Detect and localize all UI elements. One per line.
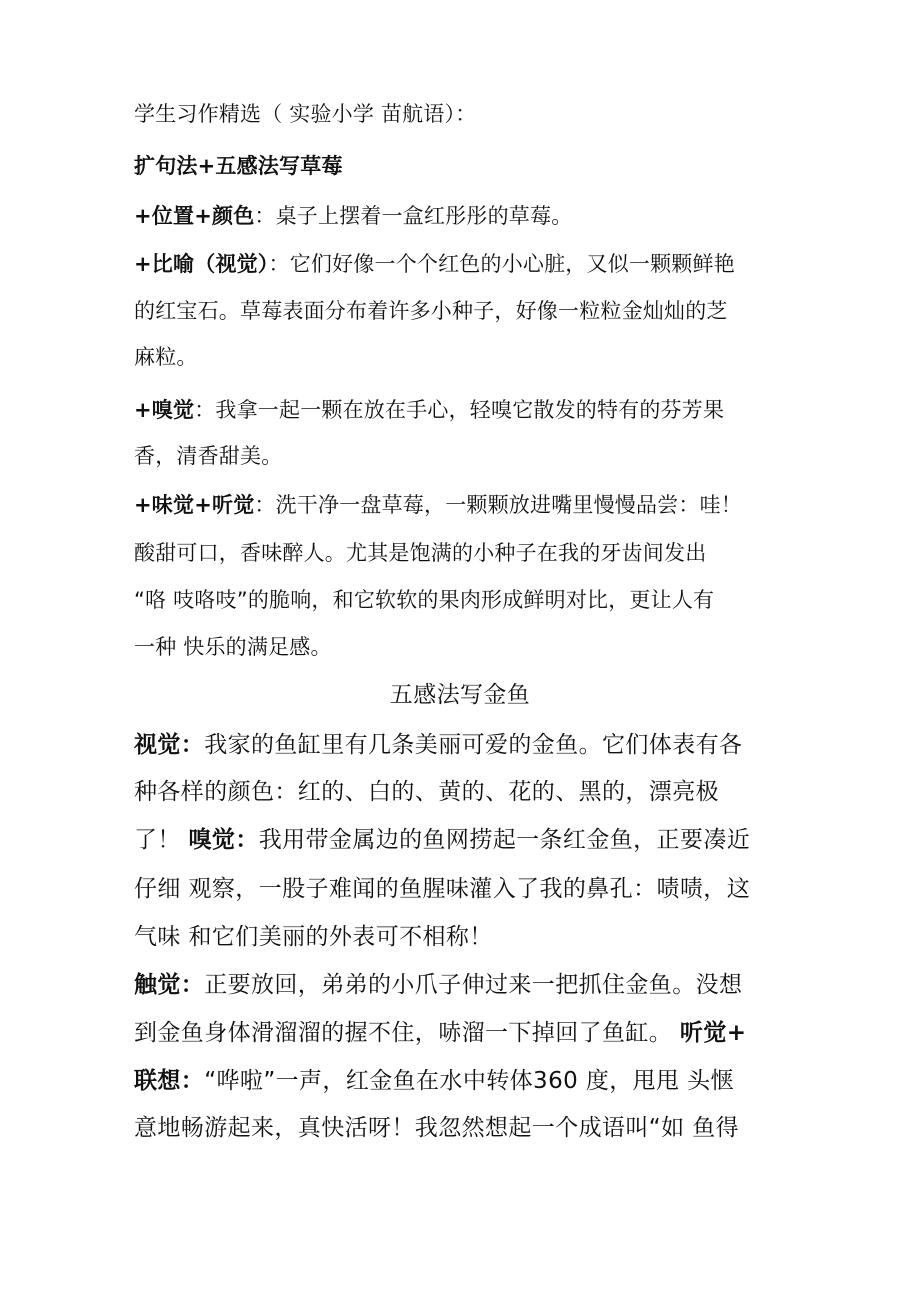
paragraph-text: “哗啦”一声，红金鱼在水中转体360 度，甩甩 头惬: [204, 1068, 734, 1094]
paragraph-line: [134, 206, 572, 227]
paragraph-line: 仔细 观察，一股子难闻的鱼腥味灌入了我的鼻孔：啧啧，这: [134, 876, 751, 902]
paragraph-line: [134, 400, 724, 421]
paragraph-text: 我用带金属边的鱼网捞起一条红金鱼，正要凑近: [258, 827, 751, 853]
paragraph-text: 了！: [134, 827, 189, 853]
sense-label: +味觉+听觉: [134, 493, 255, 517]
sense-label: 视觉：: [134, 732, 205, 758]
paragraph-line: [134, 1070, 734, 1093]
paragraph-line: [134, 495, 742, 516]
sense-label: 联想：: [134, 1068, 205, 1094]
paragraph-text: 到金鱼身体滑溜溜的握不住，哧溜一下掉回了鱼缸。: [134, 1020, 680, 1046]
paragraph-text: ：洗干净一盘草莓，一颗颗放进嘴里慢慢品尝：哇！: [254, 493, 743, 517]
sense-label: 嗅觉：: [188, 827, 259, 853]
paragraph-line: 种各样的颜色：红的、白的、黄的、花的、黑的，漂亮极: [134, 779, 719, 805]
paragraph-line: 麻粒。: [134, 345, 198, 369]
sense-label: +嗅觉: [134, 398, 195, 422]
paragraph-line: [134, 974, 742, 997]
paragraph-text: 我家的鱼缸里有几条美丽可爱的金鱼。它们体表有各: [204, 732, 743, 758]
sense-label: 听觉+: [679, 1020, 747, 1046]
paragraph-line: 气味 和它们美丽的外表可不相称！: [134, 924, 493, 950]
paragraph-line: 香，清香甜美。: [134, 444, 283, 468]
sense-label: +位置+颜色: [134, 204, 255, 228]
paragraph-line: “咯 吱咯吱”的脆响，和它软软的果肉形成鲜明对比，更让人有: [134, 588, 715, 612]
document-header: 学生习作精选（ 实验小学 苗航语）：: [134, 102, 477, 126]
section-title-strawberry: 扩句法+五感法写草莓: [134, 154, 343, 178]
paragraph-line: 意地畅游起来，真快活呀！我忽然想起一个成语叫“如 鱼得: [134, 1115, 740, 1141]
paragraph-line: [134, 829, 750, 852]
sense-label: 触觉：: [134, 972, 205, 998]
paragraph-text: 正要放回，弟弟的小爪子伸过来一把抓住金鱼。没想: [204, 972, 743, 998]
paragraph-line: [134, 254, 735, 275]
paragraph-text: ：桌子上摆着一盒红彤彤的草莓。: [254, 204, 573, 228]
paragraph-line: 的红宝石。草莓表面分布着许多小种子，好像一粒粒金灿灿的芝: [134, 299, 728, 323]
paragraph-line: 一种 快乐的满足感。: [134, 635, 332, 659]
paragraph-line: 酸甜可口，香味醉人。尤其是饱满的小种子在我的牙齿间发出: [134, 541, 707, 565]
paragraph-text: ：我拿一起一颗在放在手心，轻嗅它散发的特有的芬芳果: [194, 398, 725, 422]
sense-label: +比喻（视觉）: [134, 252, 269, 276]
paragraph-line: [134, 1022, 746, 1045]
paragraph-line: [134, 734, 742, 757]
section-title-goldfish: 五感法写金鱼: [389, 682, 531, 708]
paragraph-text: ：它们好像一个个红色的小心脏，又似一颗颗鲜艳: [268, 252, 735, 276]
